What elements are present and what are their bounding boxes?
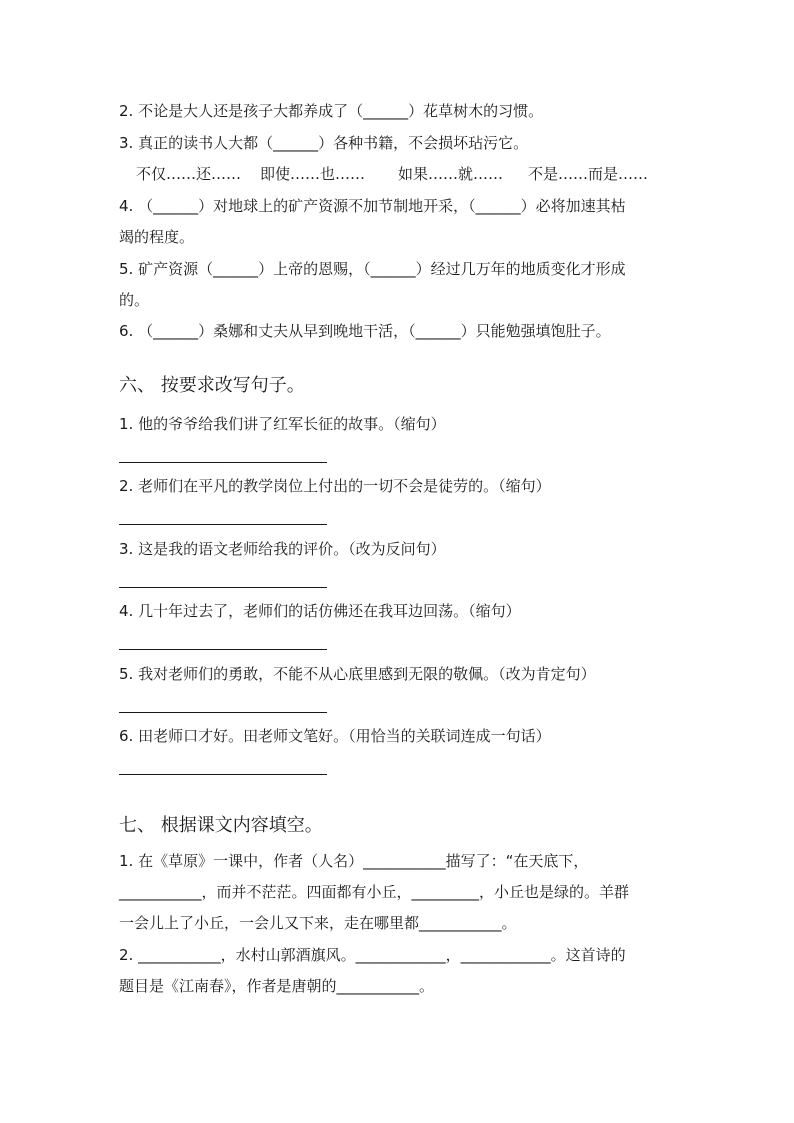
question-5-5-cont: 的。 (119, 291, 150, 309)
question-7-1-cont-1: ___________，而并不茫茫。四面都有小丘，_________，小丘也是绿的。羊群 (119, 883, 630, 901)
question-7-2: 2. ___________，水村山郭酒旗风。____________，____________。这首诗的 (119, 946, 626, 964)
answer-line-6-6[interactable] (119, 774, 327, 775)
question-5-6: 6. （______）桑娜和丈夫从早到晚地干活，（______）只能勉强填饱肚子。 (119, 322, 611, 340)
question-7-2-cont: 题目是《江南春》，作者是唐朝的___________。 (119, 977, 435, 995)
answer-line-6-1[interactable] (119, 462, 327, 463)
section-7-heading: 七、 根据课文内容填空。 (119, 815, 323, 836)
question-6-1: 1. 他的爷爷给我们讲了红军长征的故事。（缩句） (119, 415, 446, 433)
option-1: 不仅……还…… (136, 165, 242, 183)
word-options (136, 164, 648, 184)
question-6-4: 4. 几十年过去了，老师们的话仿佛还在我耳边回荡。（缩句） (119, 602, 521, 620)
answer-line-6-5[interactable] (119, 712, 327, 713)
answer-line-6-4[interactable] (119, 649, 327, 650)
question-5-4-cont: 竭的程度。 (119, 228, 195, 246)
question-6-2: 2. 老师们在平凡的教学岗位上付出的一切不会是徒劳的。（缩句） (119, 477, 551, 495)
question-6-5: 5. 我对老师们的勇敢，不能不从心底里感到无限的敬佩。（改为肯定句） (119, 665, 596, 683)
answer-line-6-3[interactable] (119, 587, 327, 588)
answer-line-6-2[interactable] (119, 524, 327, 525)
question-6-3: 3. 这是我的语文老师给我的评价。（改为反问句） (119, 540, 446, 558)
question-5-5: 5. 矿产资源（______）上帝的恩赐，（______）经过几万年的地质变化才形成 (119, 260, 626, 278)
question-5-2: 2. 不论是大人还是孩子大都养成了（______）花草树木的习惯。 (119, 102, 544, 120)
question-7-1-cont-2: 一会儿上了小丘，一会儿又下来，走在哪里都___________。 (119, 914, 517, 932)
option-4: 不是……而是…… (528, 165, 649, 183)
question-6-6: 6. 田老师口才好。田老师文笔好。（用恰当的关联词连成一句话） (119, 727, 551, 745)
question-5-3: 3. 真正的读书人大都（______）各种书籍，不会损坏玷污它。 (119, 134, 529, 152)
option-3: 如果……就…… (398, 165, 504, 183)
question-5-4: 4. （______）对地球上的矿产资源不加节制地开采，（______）必将加速其枯 (119, 197, 626, 215)
section-6-heading: 六、 按要求改写句子。 (119, 375, 305, 396)
question-7-1: 1. 在《草原》一课中，作者（人名）___________描写了：“在天底下， (119, 852, 589, 870)
option-2: 即使……也…… (260, 165, 366, 183)
